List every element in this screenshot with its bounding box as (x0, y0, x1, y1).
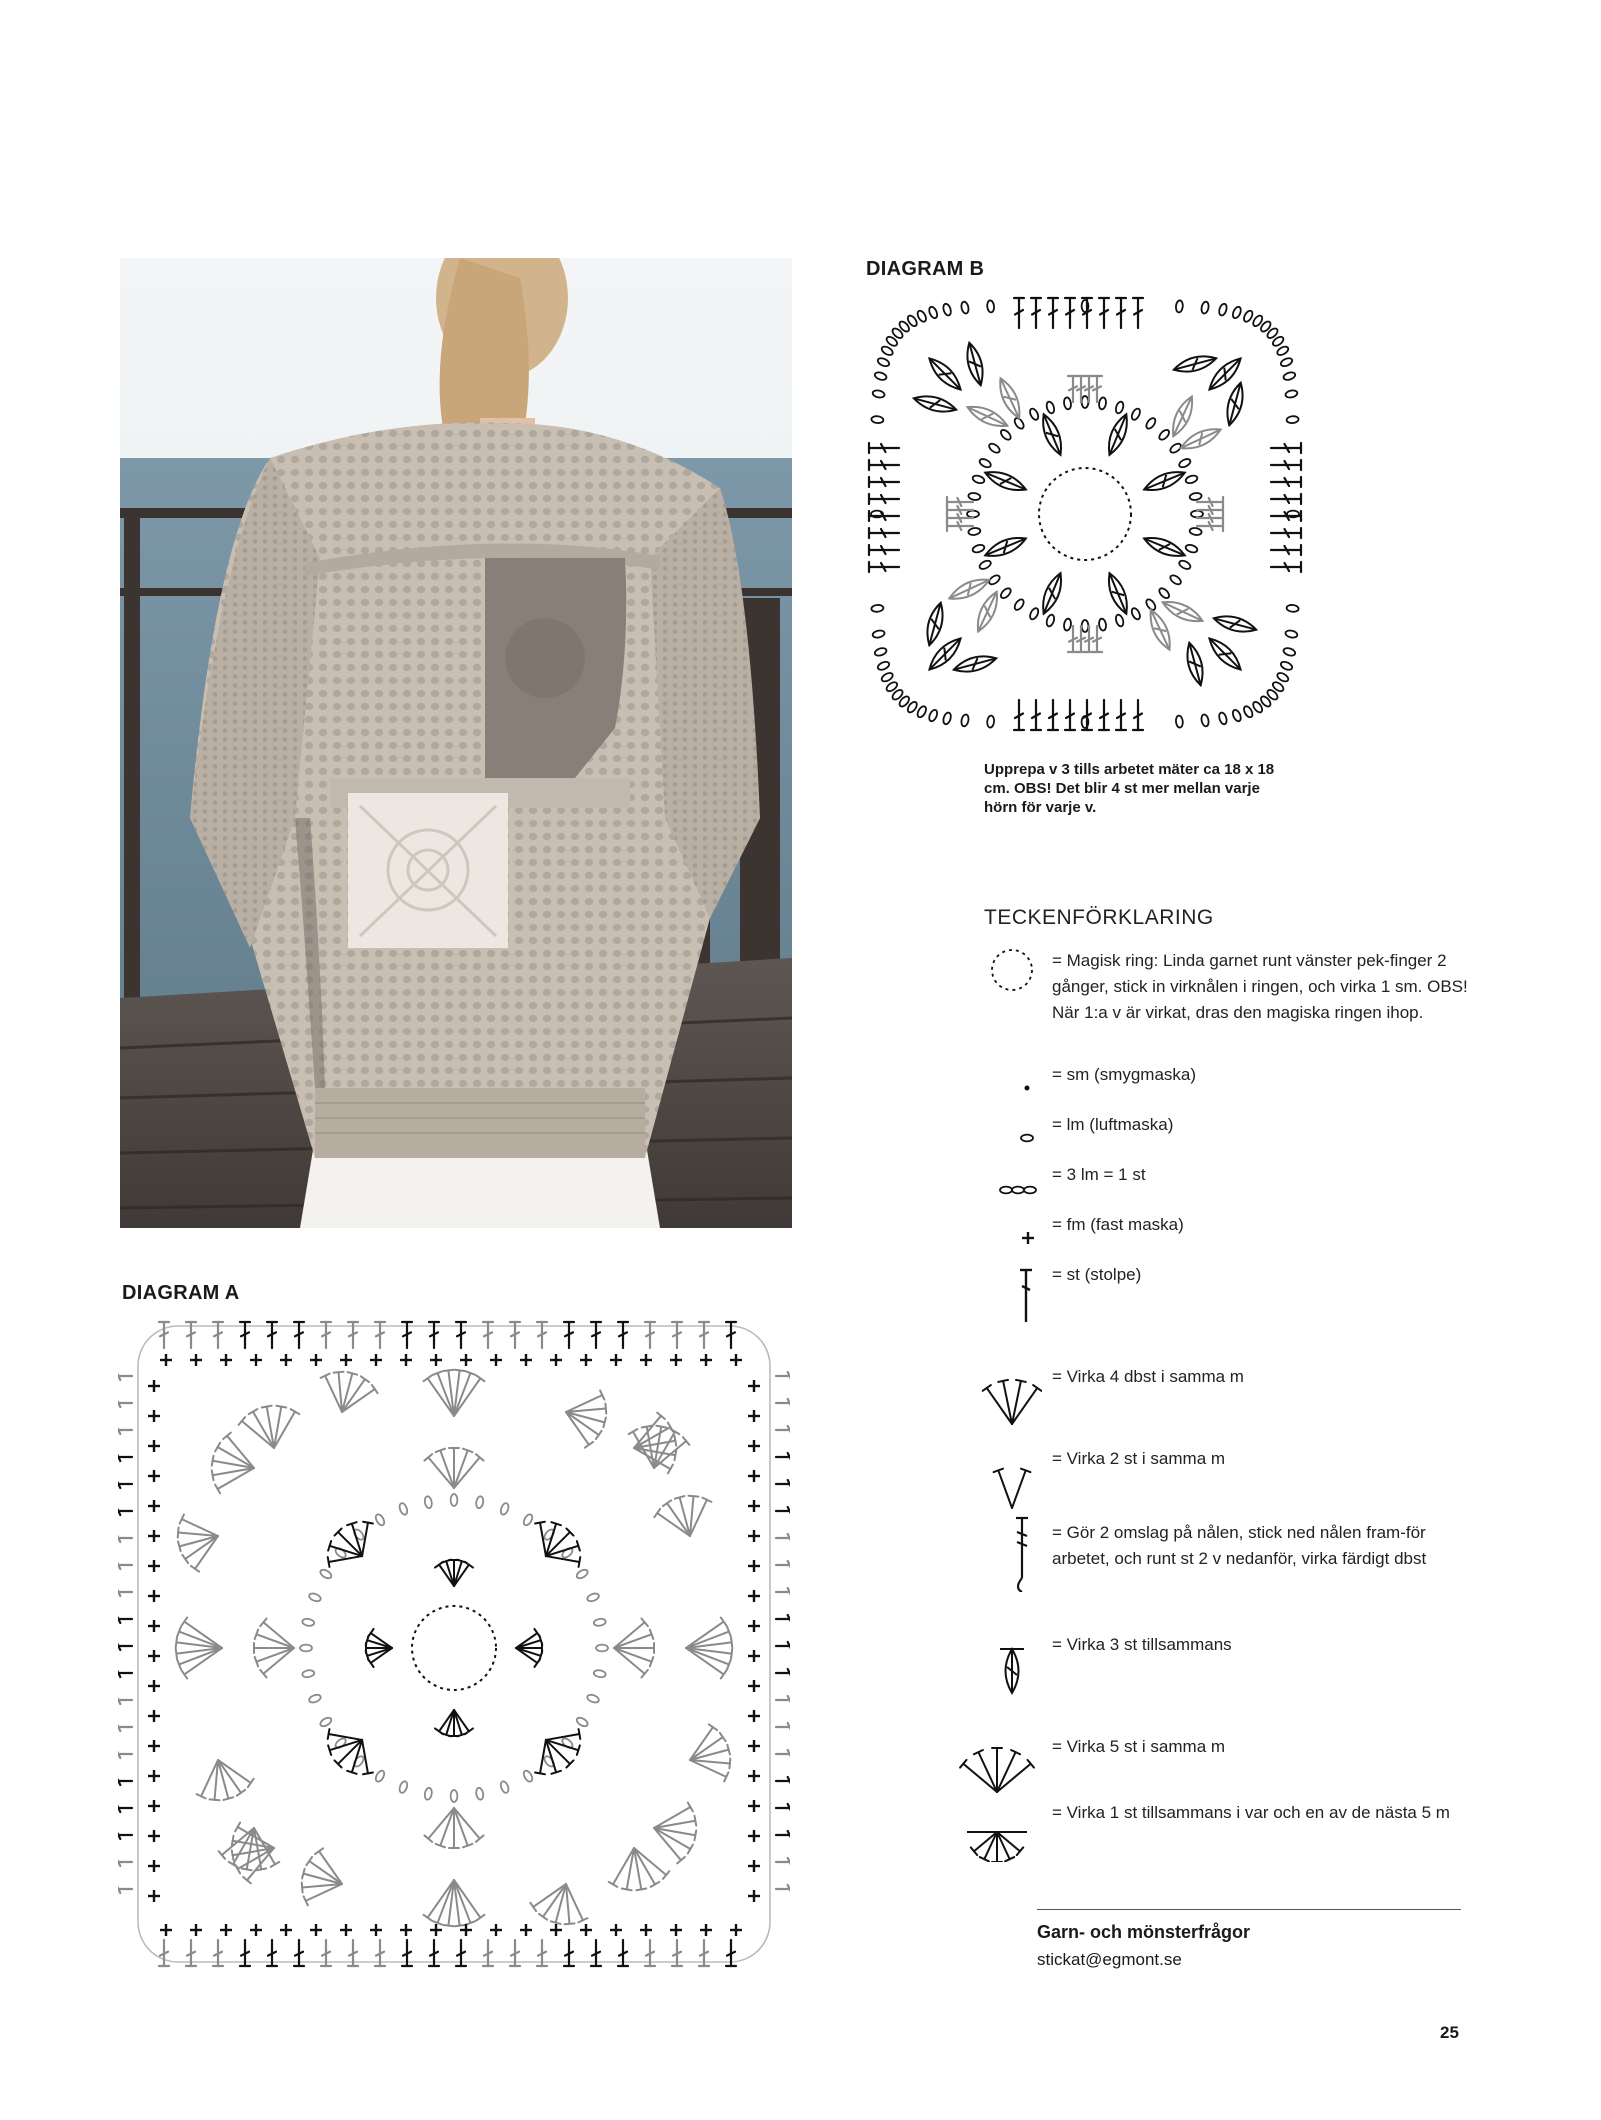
contact-divider (1037, 1909, 1461, 1910)
front-post-tr-icon (952, 1512, 1042, 1592)
legend-text: = Virka 2 st i samma m (1052, 1449, 1226, 1468)
legend-text: = st (stolpe) (1052, 1265, 1142, 1284)
contact-title: Garn- och mönsterfrågor (1037, 1922, 1251, 1942)
diagram-b-title: DIAGRAM B (866, 258, 985, 280)
chain-icon (952, 1114, 1042, 1154)
legend-text: = Virka 5 st i samma m (1052, 1737, 1226, 1756)
diagram-a (118, 1318, 790, 1968)
legend-text: = Virka 3 st tillsammans (1052, 1635, 1232, 1654)
legend-text: = sm (smygmaska) (1052, 1065, 1197, 1084)
diagram-a-title: DIAGRAM A (122, 1282, 240, 1304)
legend-text: = fm (fast maska) (1052, 1215, 1184, 1234)
legend-text: = Magisk ring: Linda garnet runt vänster pek-finger 2 gånger, stick in virknålen i ringen, och virka 1 sm. OBS! När 1:a v är virkat, dras den magiska ringen ihop. (1052, 951, 1468, 1022)
diagram-b-note: Upprepa v 3 tills arbetet mäter ca 18 x 18 cm. OBS! Det blir 4 st mer mellan varje hörn för varje v. (984, 761, 1275, 816)
contact-email: stickat@egmont.se (1037, 1950, 1182, 1969)
legend-heading: TECKENFÖRKLARING (984, 906, 1214, 929)
five-st-shell-icon (952, 1738, 1042, 1798)
three-st-together-icon (952, 1636, 1042, 1706)
legend-text: = Virka 4 dbst i samma m (1052, 1367, 1244, 1386)
v-stitch-icon (952, 1450, 1042, 1514)
single-crochet-icon (952, 1214, 1042, 1258)
legend-text: = Virka 1 st tillsammans i var och en av de nästa 5 m (1052, 1803, 1450, 1822)
slip-stitch-icon (952, 1066, 1042, 1106)
page-number: 25 (1440, 2023, 1459, 2042)
double-crochet-icon (952, 1264, 1042, 1328)
cardigan-photo (120, 258, 792, 1228)
legend-text: = Gör 2 omslag på nålen, stick ned nålen fram-för arbetet, och runt st 2 v nedanför, virka färdigt dbst (1052, 1523, 1427, 1568)
legend-text: = 3 lm = 1 st (1052, 1165, 1146, 1184)
magic-ring-icon (952, 944, 1042, 1014)
legend-text: = lm (luftmaska) (1052, 1115, 1174, 1134)
five-st-together-icon (952, 1802, 1042, 1862)
three-chain-icon (952, 1166, 1042, 1206)
four-tr-shell-icon (952, 1366, 1042, 1430)
diagram-b (862, 292, 1308, 744)
